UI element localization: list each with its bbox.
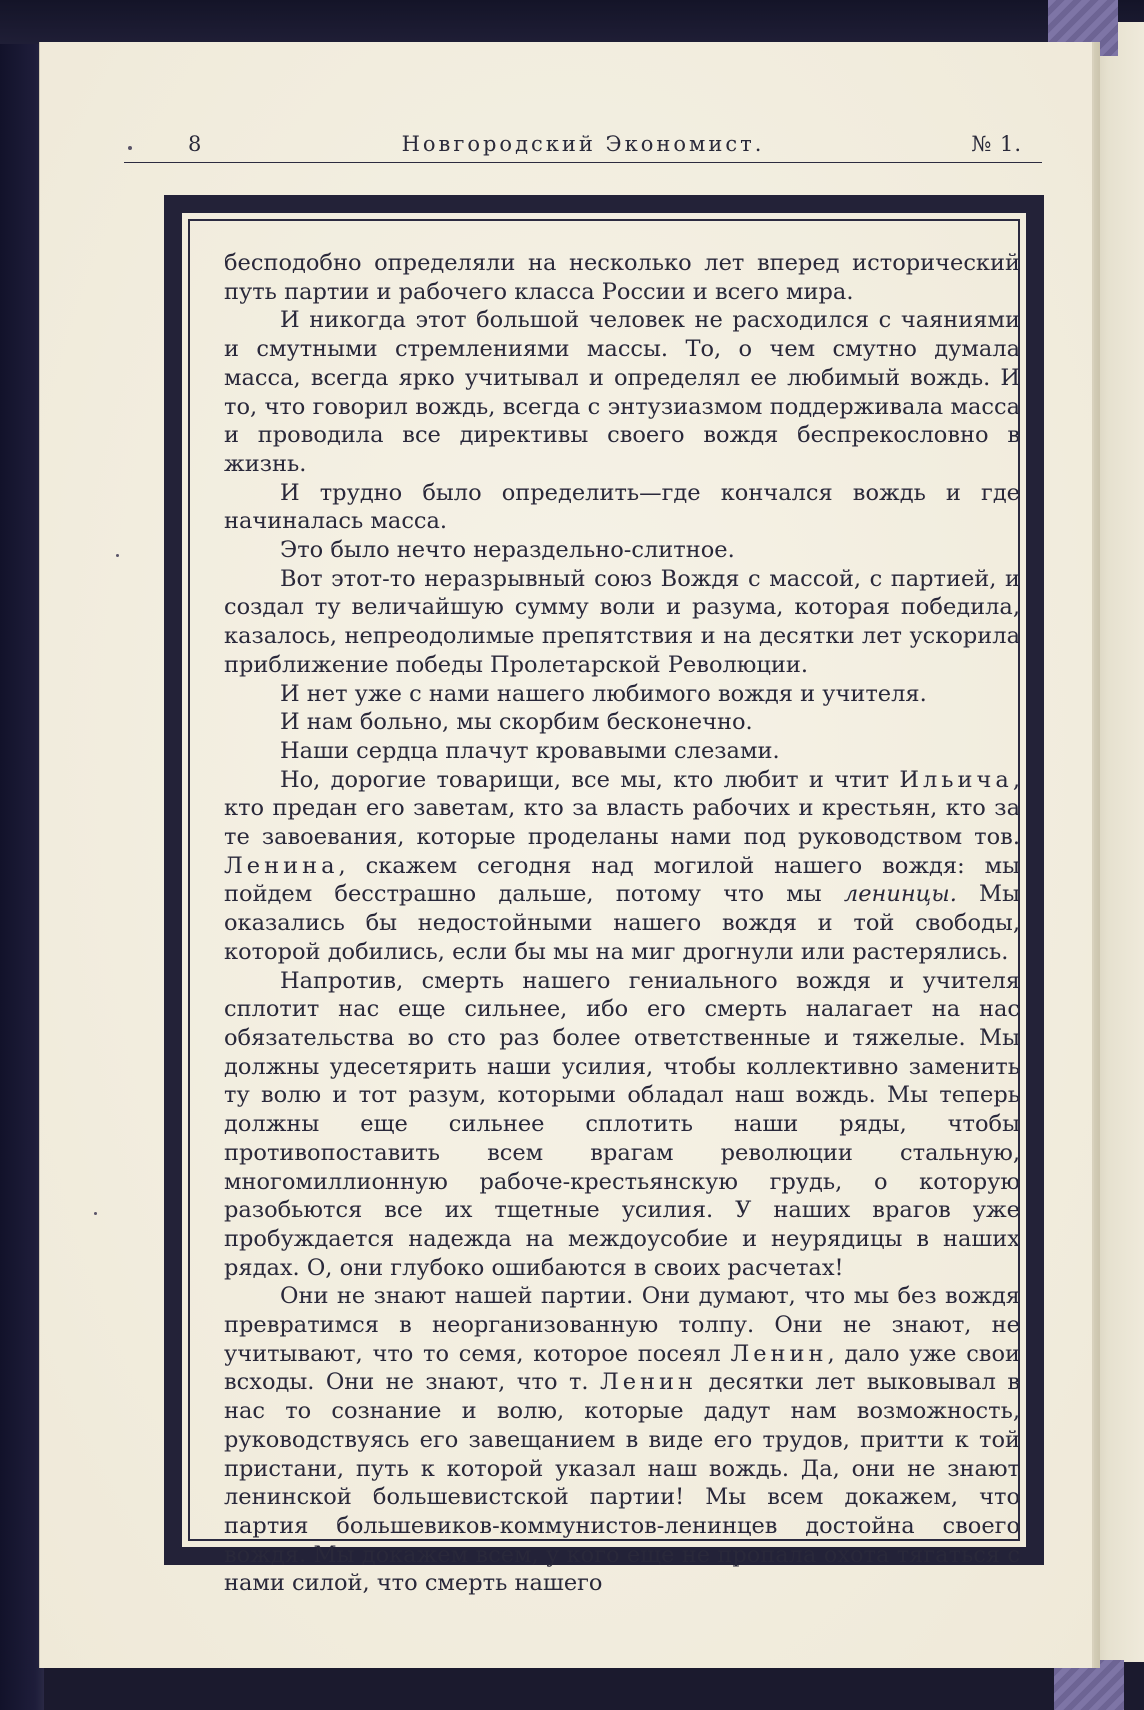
text-run: Они не знают нашей партии. Они думают, что мы без вождя превратимся в неорганизованную толпу. Они не знают, не учитывают, что то семя, которое посеял bbox=[224, 1283, 1020, 1367]
text-run: Это было нечто нераздельно-слитное. bbox=[280, 537, 735, 564]
text-run: , скажем сегодня над могилой нашего вождя: мы пойдем бесстрашно дальше, потому что мы bbox=[224, 852, 1020, 908]
text-run: десятки лет выковывал в нас то сознание и волю, которые дадут нам возможность, руководствуясь его завещанием в виде его трудов, притти к той пристани, путь к которой указал наш вождь. Да, они не знают ленинской большевистской партии! Мы всем докажем, что партия большевиков-коммунистов-ленинцев достойна своего вождя. Мы докажем всем, у кого еще не пропала охота тягаться с нами силой, что смерть нашего bbox=[224, 1369, 1021, 1597]
article-text bbox=[224, 249, 1020, 1598]
spaced-name: Ленин bbox=[599, 1369, 698, 1396]
text-run: Мы оказались бы недостойными нашего вождя и той свободы, которой добились, если бы мы на миг дрогнули или растерялись. bbox=[224, 881, 1020, 965]
paragraph bbox=[224, 1282, 1020, 1598]
paragraph bbox=[224, 737, 1020, 766]
text-run: И никогда этот большой человек не расходился с чаяниями и смутными стремлениями массы. То, о чем смутно думала масса, всегда ярко учитывал и определял ее любимый вождь. И то, что говорил вождь, всегда с энтузиазмом поддерживала масса и проводила все директивы своего вождя беспрекословно в жизнь. bbox=[224, 307, 1020, 477]
journal-title: Новгородский Экономист. bbox=[401, 132, 765, 156]
text-run: Но, дорогие товарищи, все мы, кто любит и чтит bbox=[280, 766, 900, 793]
paragraph bbox=[224, 766, 1020, 967]
text-run: И нет уже с нами нашего любимого вождя и учителя. bbox=[280, 680, 927, 707]
text-run: Напротив, смерть нашего гениального вождя и учителя сплотит нас еще сильнее, ибо его смерть налагает на нас обязательства во сто раз более ответственные и тяжелые. Мы должны удесетярить наши усилия, чтобы коллективно заменить ту волю и тот разум, которыми обладал наш вождь. Мы теперь должны еще сильнее сплотить наши ряды, чтобы противопоставить всем врагам революции стальную, многомиллионную рабоче-крестьянскую грудь, о которую разобьются все их тщетные усилия. У наших врагов уже пробуждается надежда на междоусобие и неурядицы в наших рядах. О, они глубоко ошибаются в своих расчетах! bbox=[224, 967, 1020, 1281]
spaced-name: Ильича bbox=[899, 766, 1013, 793]
spaced-name: Ленина bbox=[224, 852, 339, 879]
paragraph bbox=[224, 536, 1020, 565]
paragraph bbox=[224, 249, 1020, 306]
paragraph bbox=[224, 565, 1020, 680]
paper-speck bbox=[94, 1212, 97, 1215]
text-run: И трудно было определить—где кончался вождь и где начиналась масса. bbox=[224, 479, 1020, 535]
running-head bbox=[124, 132, 1042, 163]
text-run: Наши сердца плачут кровавыми слезами. bbox=[280, 737, 780, 764]
text-run: И нам больно, мы скорбим бесконечно. bbox=[280, 709, 753, 736]
paragraph bbox=[224, 708, 1020, 737]
mourning-border-frame bbox=[164, 195, 1044, 1597]
text-run: , кто предан его заветам, кто за власть рабочих и крестьян, кто за те завоевания, которые проделаны нами под руководством тов. bbox=[224, 766, 1020, 851]
italic-emphasis: ленинцы. bbox=[843, 881, 957, 908]
paragraph bbox=[224, 967, 1020, 1283]
text-run: Вот этот-то неразрывный союз Вождя с массой, с партией, и создал ту величайшую сумму воли и разума, которая победила, казалось, непреодолимые препятствия и на десятки лет ускорила приближение победы Пролетарской Революции. bbox=[224, 565, 1020, 678]
paragraph bbox=[224, 479, 1020, 536]
text-run: , дало уже свои всходы. Они не знают, что т. bbox=[224, 1340, 1021, 1396]
paragraph bbox=[224, 680, 1020, 709]
scan-backdrop-top bbox=[0, 0, 1144, 44]
spaced-name: Ленин bbox=[730, 1340, 828, 1367]
issue-number: № 1. bbox=[971, 132, 1022, 156]
text-run: бесподобно определяли на несколько лет вперед исторический путь партии и рабочего класса России и всего мира. bbox=[224, 250, 1020, 305]
page-number: 8 bbox=[188, 132, 202, 156]
paragraph bbox=[224, 306, 1020, 478]
scan-backdrop-left bbox=[0, 0, 44, 1710]
paper-speck bbox=[116, 554, 119, 557]
